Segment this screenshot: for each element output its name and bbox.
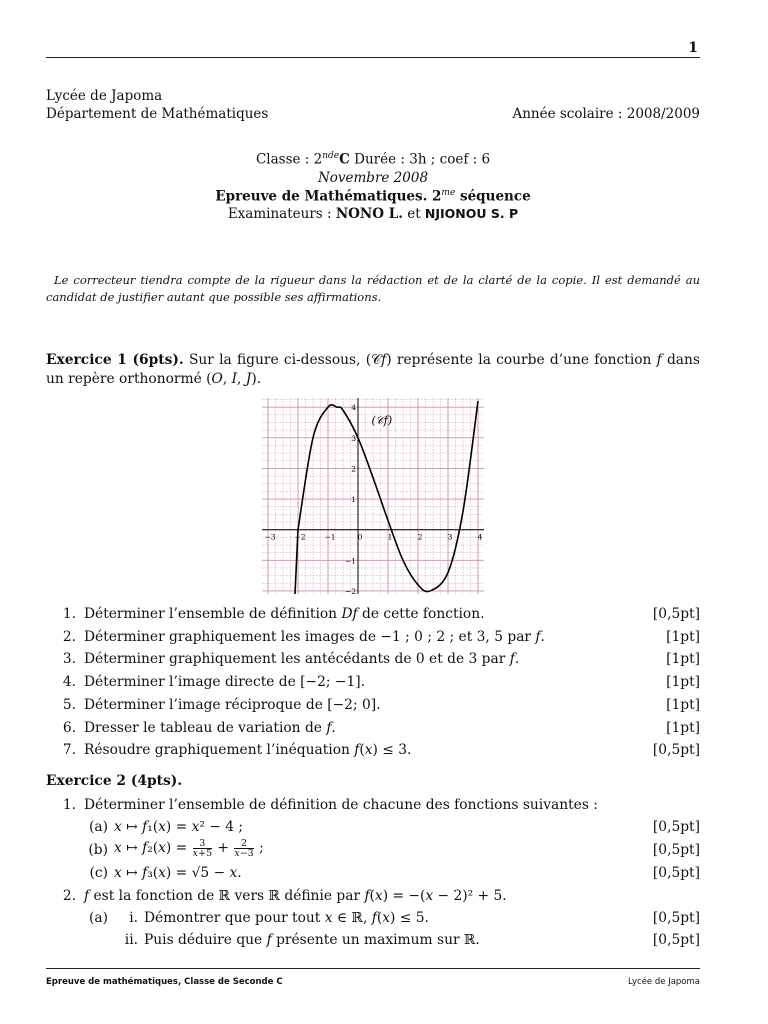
ex1-question-2 <box>46 629 700 651</box>
question-number: 7. <box>62 742 76 759</box>
ex2-qc-text: 𝑥 ↦ 𝑓₃(𝑥) = √5 − 𝑥. <box>114 865 242 881</box>
ex2-qb-points: [0,5pt] <box>652 842 700 858</box>
question-text: Dresser le tableau de variation de 𝑓. <box>84 719 336 736</box>
ex2-qa-points: [0,5pt] <box>652 819 700 835</box>
header-row <box>46 106 700 122</box>
question-text: Déterminer graphiquement les antécédants de 0 et de 3 par 𝑓. <box>84 651 520 668</box>
ex2-q2a-ii-text: Puis déduire que 𝑓 présente un maximum sur ℝ. <box>144 932 480 948</box>
x-tick-label: −1 <box>324 532 336 542</box>
class-letter: C <box>339 151 350 168</box>
ex2-qa <box>46 819 700 841</box>
ex2-q2a-ii-points: [0,5pt] <box>652 932 700 948</box>
footer-right: Lycée de Japoma <box>628 977 700 987</box>
question-text: Déterminer graphiquement les images de −1 ; 0 ; 2 ; et 3, 5 par 𝑓. <box>84 628 545 645</box>
school-name: Lycée de Japoma <box>46 88 163 104</box>
ex2-q1 <box>46 797 700 819</box>
y-tick-label: −1 <box>344 556 356 566</box>
x-tick-label: 4 <box>477 532 483 542</box>
question-points: [1pt] <box>666 651 700 668</box>
class-line <box>46 151 700 168</box>
ex2-q1-num: 1. <box>62 797 76 813</box>
question-number: 1. <box>62 606 76 622</box>
ex2-q2 <box>46 888 700 910</box>
y-tick-label: 4 <box>351 403 356 413</box>
school-year: Année scolaire : 2008/2009 <box>512 106 700 122</box>
question-text: Déterminer l’image directe de [−2; −1]. <box>84 674 366 691</box>
y-tick-label: 2 <box>351 464 356 474</box>
ex2-qa-text: 𝑥 ↦ 𝑓₁(𝑥) = 𝑥² − 4 ; <box>114 819 244 835</box>
ex2-qb-text <box>114 839 264 858</box>
fraction-1-den: 𝑥+5 <box>192 848 213 859</box>
x-tick-label: −3 <box>264 532 276 542</box>
ex2-q2a-i <box>46 910 700 932</box>
question-number: 4. <box>62 674 76 691</box>
examiners-label: Examinateurs : <box>227 206 336 222</box>
question-points: [1pt] <box>666 628 700 645</box>
ex1-question-4 <box>46 674 700 696</box>
ex2-qc-points: [0,5pt] <box>652 865 700 881</box>
x-tick-label: 0 <box>357 532 363 542</box>
ex2-qb-plus: + <box>213 840 234 856</box>
department-name: Département de Mathématiques <box>46 106 269 122</box>
examiners-line <box>46 206 700 222</box>
ex2-qb-num: (b) <box>88 842 108 858</box>
x-tick-label: 2 <box>417 532 423 542</box>
question-text: Résoudre graphiquement l’inéquation 𝑓(𝑥) ≤ 3. <box>84 742 412 759</box>
header-rule <box>46 57 700 58</box>
ex1-question-5 <box>46 697 700 719</box>
y-tick-label: −2 <box>344 586 356 594</box>
exercise-1-heading: Exercice 1 (6pts). <box>46 352 184 368</box>
ex2-q1-text: Déterminer l’ensemble de définition de chacune des fonctions suivantes : <box>84 797 598 813</box>
fraction-2-den: 𝑥−3 <box>234 848 254 859</box>
question-points: [0,5pt] <box>652 606 700 622</box>
ex2-qc <box>46 865 700 887</box>
exam-date: Novembre 2008 <box>317 170 429 186</box>
x-tick-label: 1 <box>387 532 393 542</box>
exam-title <box>46 188 700 205</box>
ex2-qb-post: ; <box>254 840 264 856</box>
footer-left: Epreuve de mathématiques, Classe de Seconde C <box>46 977 283 987</box>
function-graph <box>262 398 484 594</box>
ex2-q2a-i-text: Démontrer que pour tout 𝑥 ∈ ℝ, 𝑓(𝑥) ≤ 5. <box>144 910 429 926</box>
fraction-1-num: 3 <box>199 838 206 849</box>
examiner-1: NONO L. <box>335 206 403 222</box>
examiners-and: et <box>402 206 425 222</box>
question-text: Déterminer l’ensemble de définition 𝐷𝑓 de cette fonction. <box>84 606 485 622</box>
question-points: [1pt] <box>666 719 700 736</box>
class-sup: nde <box>322 151 340 161</box>
question-number: 2. <box>62 628 76 645</box>
ex2-q2a-i-num: i. <box>129 910 138 926</box>
ex1-question-1 <box>46 606 700 628</box>
ex2-q2a-ii-num: ii. <box>124 932 138 948</box>
exam-title-main: Epreuve de Mathématiques. 2 <box>215 188 442 205</box>
ex2-qb <box>46 840 700 864</box>
question-points: [1pt] <box>666 674 700 691</box>
ex2-qa-num: (a) <box>89 819 108 835</box>
ex2-q2a-ii <box>46 932 700 954</box>
ex1-question-6 <box>46 720 700 742</box>
page-number: 1 <box>688 40 698 56</box>
ex2-qb-pre: 𝑥 ↦ 𝑓₂(𝑥) = <box>114 840 192 856</box>
ex1-question-7 <box>46 742 700 764</box>
exam-title-end: séquence <box>455 188 531 205</box>
question-number: 5. <box>62 696 76 713</box>
ex2-q2-text: 𝑓 est la fonction de ℝ vers ℝ définie par 𝑓(𝑥) = −(𝑥 − 2)² + 5. <box>84 888 507 904</box>
exercise-1-intro <box>46 351 700 389</box>
exercise-2-heading: Exercice 2 (4pts). <box>46 773 183 789</box>
examiner-2: NJIONOU S. P <box>424 206 519 221</box>
question-number: 6. <box>62 719 76 736</box>
y-tick-label: 1 <box>351 495 356 505</box>
question-points: [0,5pt] <box>652 742 700 759</box>
fraction-2-num: 2 <box>241 838 248 849</box>
x-tick-label: −2 <box>294 532 306 542</box>
ex2-q2-num: 2. <box>62 888 76 904</box>
exam-title-sup: me <box>441 188 456 198</box>
class-prefix: Classe : 2 <box>255 151 323 168</box>
question-number: 3. <box>62 651 76 668</box>
exercise-1-text: Sur la figure ci-dessous, (𝒞𝑓) représente la courbe d’une fonction 𝑓 dans un repère orthonormé (𝑂, 𝐼, 𝐽). <box>46 352 700 387</box>
ex1-question-3 <box>46 651 700 673</box>
y-tick-label: 3 <box>351 433 356 443</box>
class-duration: Durée : 3h ; coef : 6 <box>349 151 491 168</box>
question-text: Déterminer l’image réciproque de [−2; 0]. <box>84 696 381 713</box>
instructions-note: Le correcteur tiendra compte de la rigueur dans la rédaction et de la clarté de la copie. Il est demandé au candidat de justifier autant que possible ses affirmations. <box>46 273 700 304</box>
curve-label: (𝒞𝑓) <box>371 414 393 428</box>
fraction-2 <box>234 839 253 858</box>
fraction-1 <box>193 839 212 858</box>
ex2-q2a-i-points: [0,5pt] <box>652 910 700 926</box>
ex2-qc-num: (c) <box>89 865 108 881</box>
question-points: [1pt] <box>666 696 700 713</box>
x-tick-label: 3 <box>447 532 453 542</box>
footer-rule <box>46 968 700 969</box>
ex2-q2a-num: (a) <box>89 910 108 926</box>
